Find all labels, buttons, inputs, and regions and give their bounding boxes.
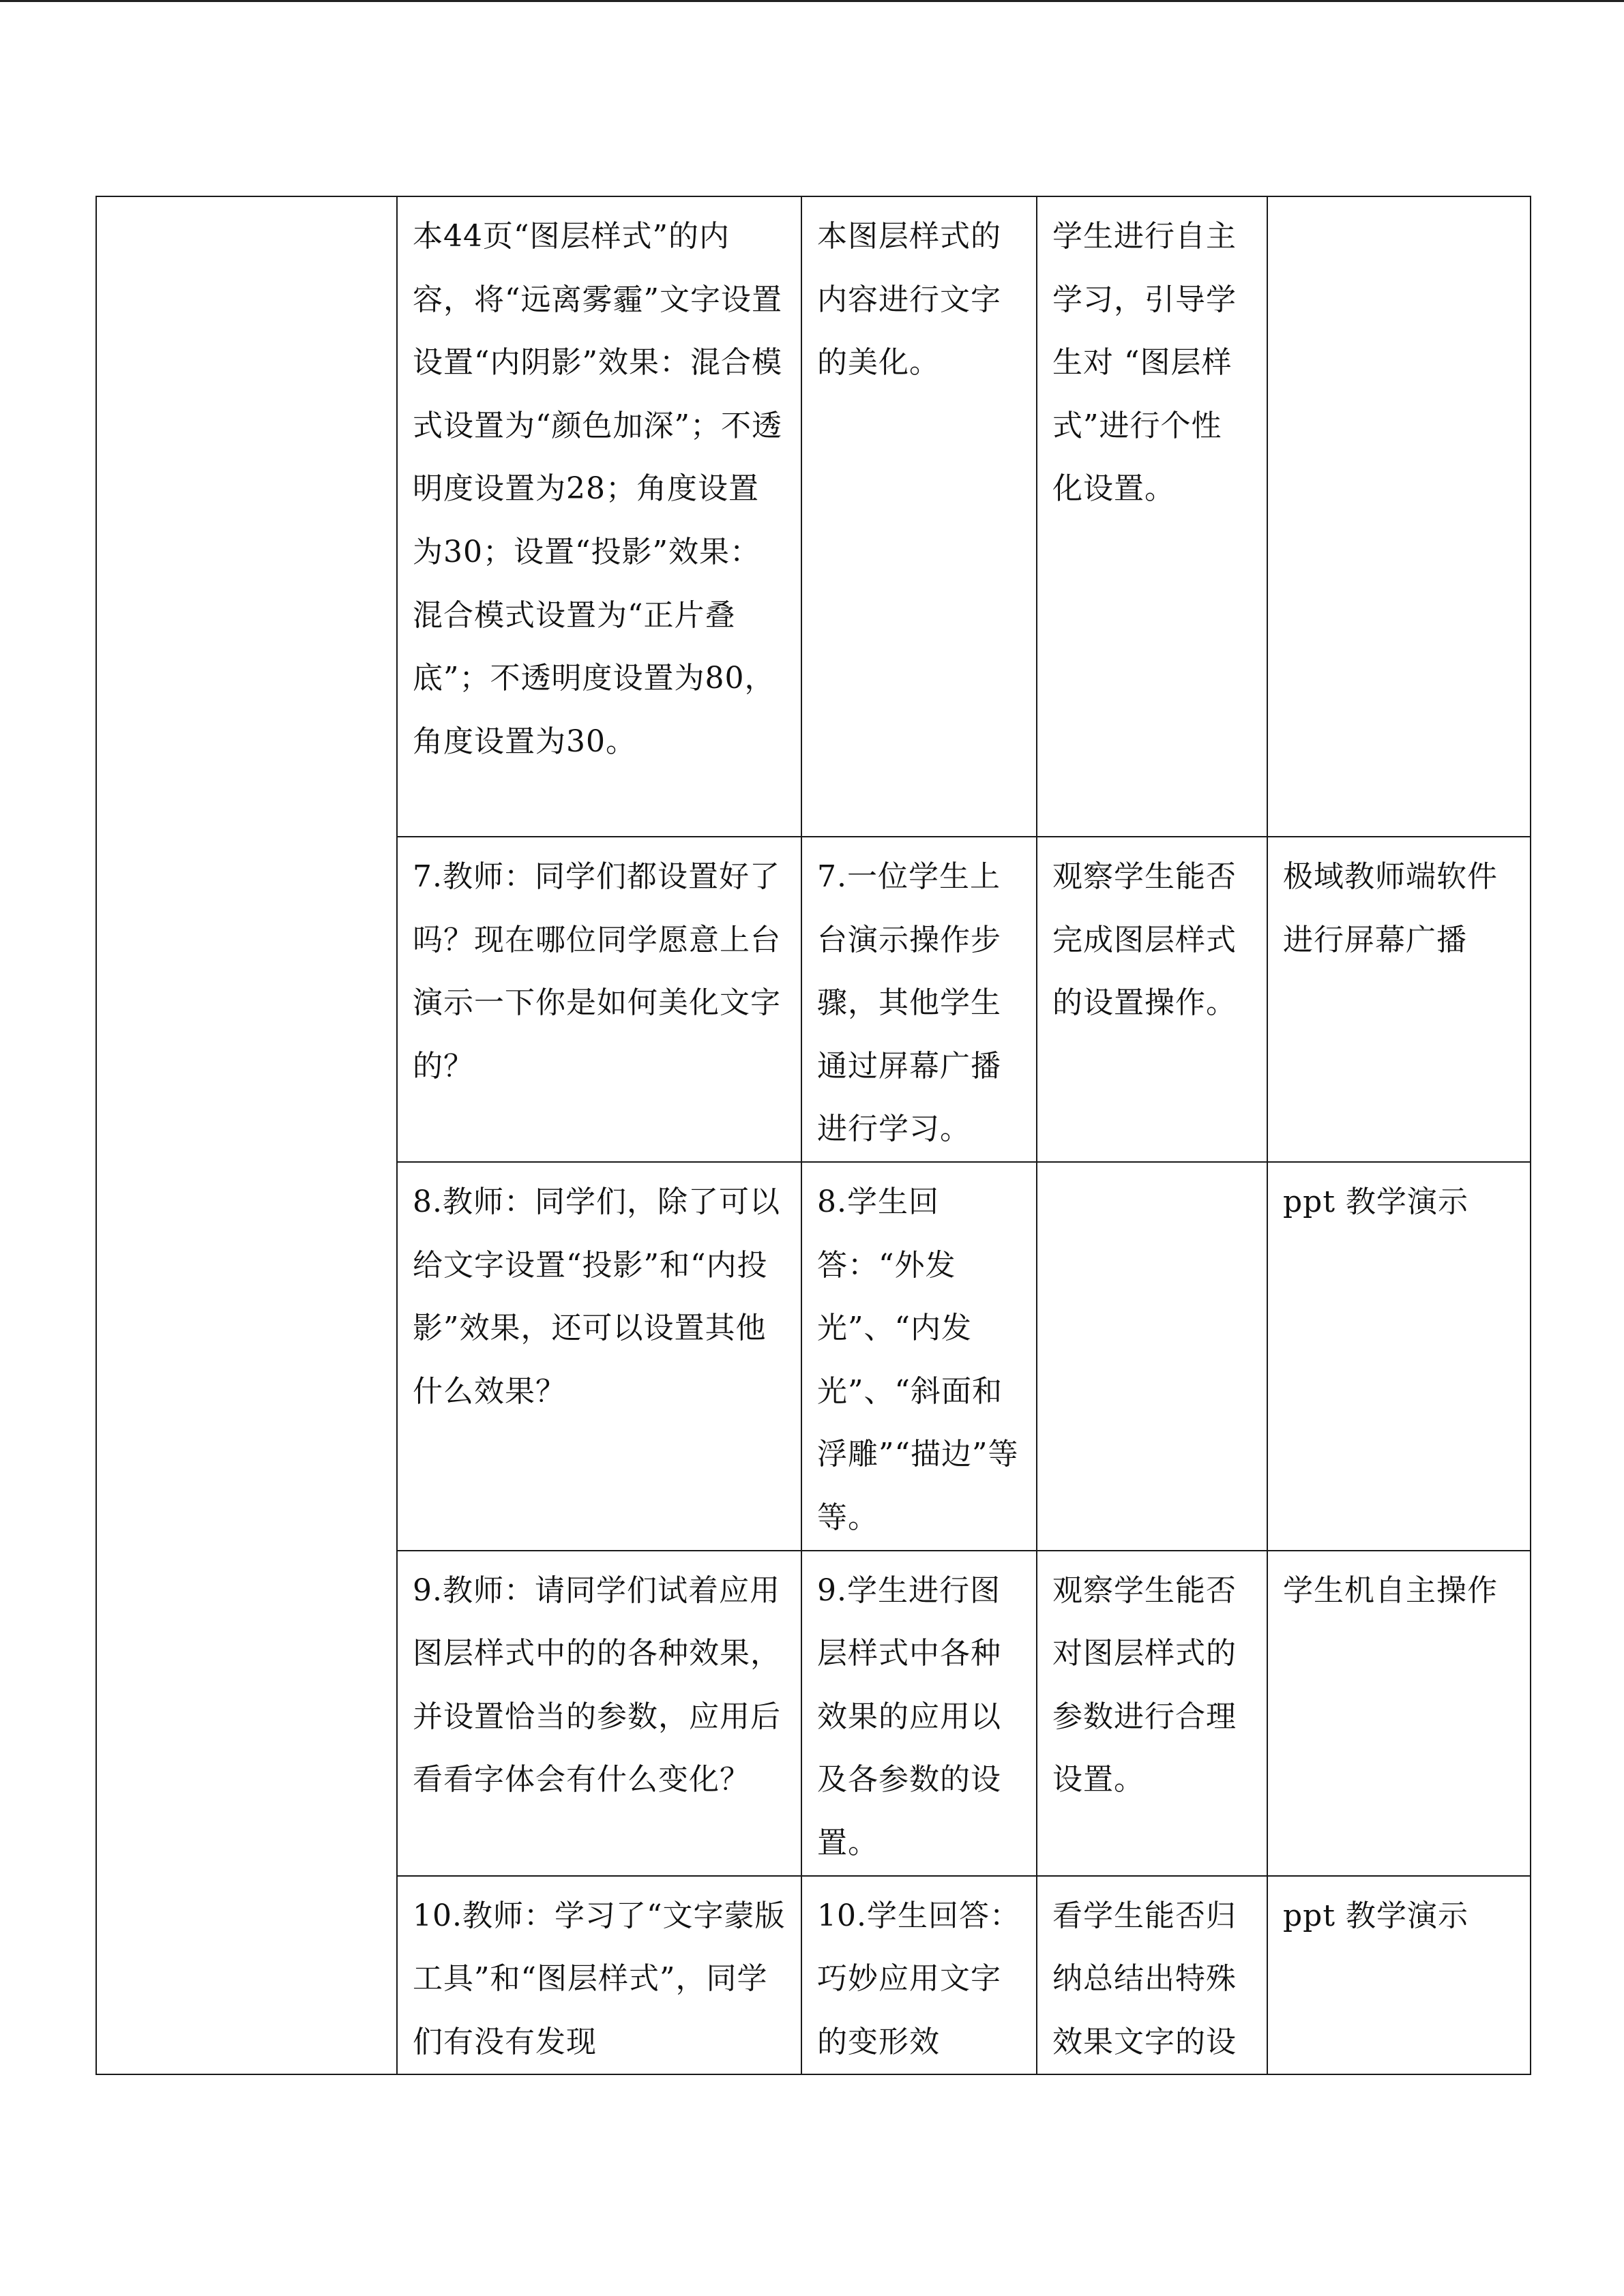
media-cell: ppt 教学演示 xyxy=(1267,1876,1531,2075)
design-purpose-cell: 学生进行自主学习，引导学生对 “图层样式”进行个性化设置。 xyxy=(1037,196,1267,837)
media-cell xyxy=(1267,196,1531,837)
teacher-activity-cell: 8.教师：同学们，除了可以给文字设置“投影”和“内投影”效果，还可以设置其他什么效果？ xyxy=(397,1162,801,1551)
design-purpose-cell: 观察学生能否完成图层样式的设置操作。 xyxy=(1037,837,1267,1162)
page-top-border xyxy=(0,0,1624,2)
media-cell: 极域教师端软件进行屏幕广播 xyxy=(1267,837,1531,1162)
design-purpose-cell xyxy=(1037,1162,1267,1551)
media-cell: ppt 教学演示 xyxy=(1267,1162,1531,1551)
lesson-plan-table xyxy=(95,196,1531,2075)
student-activity-cell: 本图层样式的内容进行文字的美化。 xyxy=(801,196,1037,837)
stage-column-cell xyxy=(96,196,397,2074)
media-cell: 学生机自主操作 xyxy=(1267,1551,1531,1876)
teacher-activity-cell: 本44页“图层样式”的内容，将“远离雾霾”文字设置设置“内阴影”效果：混合模式设置为“颜色加深”；不透明度设置为28；角度设置为30；设置“投影”效果：混合模式设置为“正片叠底”；不透明度设置为80，角度设置为30。 xyxy=(397,196,801,837)
teacher-activity-cell: 10.教师：学习了“文字蒙版工具”和“图层样式”，同学们有没有发现 xyxy=(397,1876,801,2075)
teacher-activity-cell: 7.教师：同学们都设置好了吗？现在哪位同学愿意上台演示一下你是如何美化文字的？ xyxy=(397,837,801,1162)
student-activity-cell: 9.学生进行图层样式中各种效果的应用以及各参数的设置。 xyxy=(801,1551,1037,1876)
design-purpose-cell: 观察学生能否对图层样式的参数进行合理设置。 xyxy=(1037,1551,1267,1876)
table-row xyxy=(96,196,1531,837)
student-activity-cell: 7.一位学生上台演示操作步骤，其他学生通过屏幕广播进行学习。 xyxy=(801,837,1037,1162)
teacher-activity-cell: 9.教师：请同学们试着应用图层样式中的的各种效果，并设置恰当的参数，应用后看看字体会有什么变化？ xyxy=(397,1551,801,1876)
design-purpose-cell: 看学生能否归纳总结出特殊效果文字的设 xyxy=(1037,1876,1267,2075)
student-activity-cell: 8.学生回答：“外发光”、“内发光”、“斜面和浮雕”“描边”等等。 xyxy=(801,1162,1037,1551)
student-activity-cell: 10.学生回答：巧妙应用文字的变形效 xyxy=(801,1876,1037,2075)
